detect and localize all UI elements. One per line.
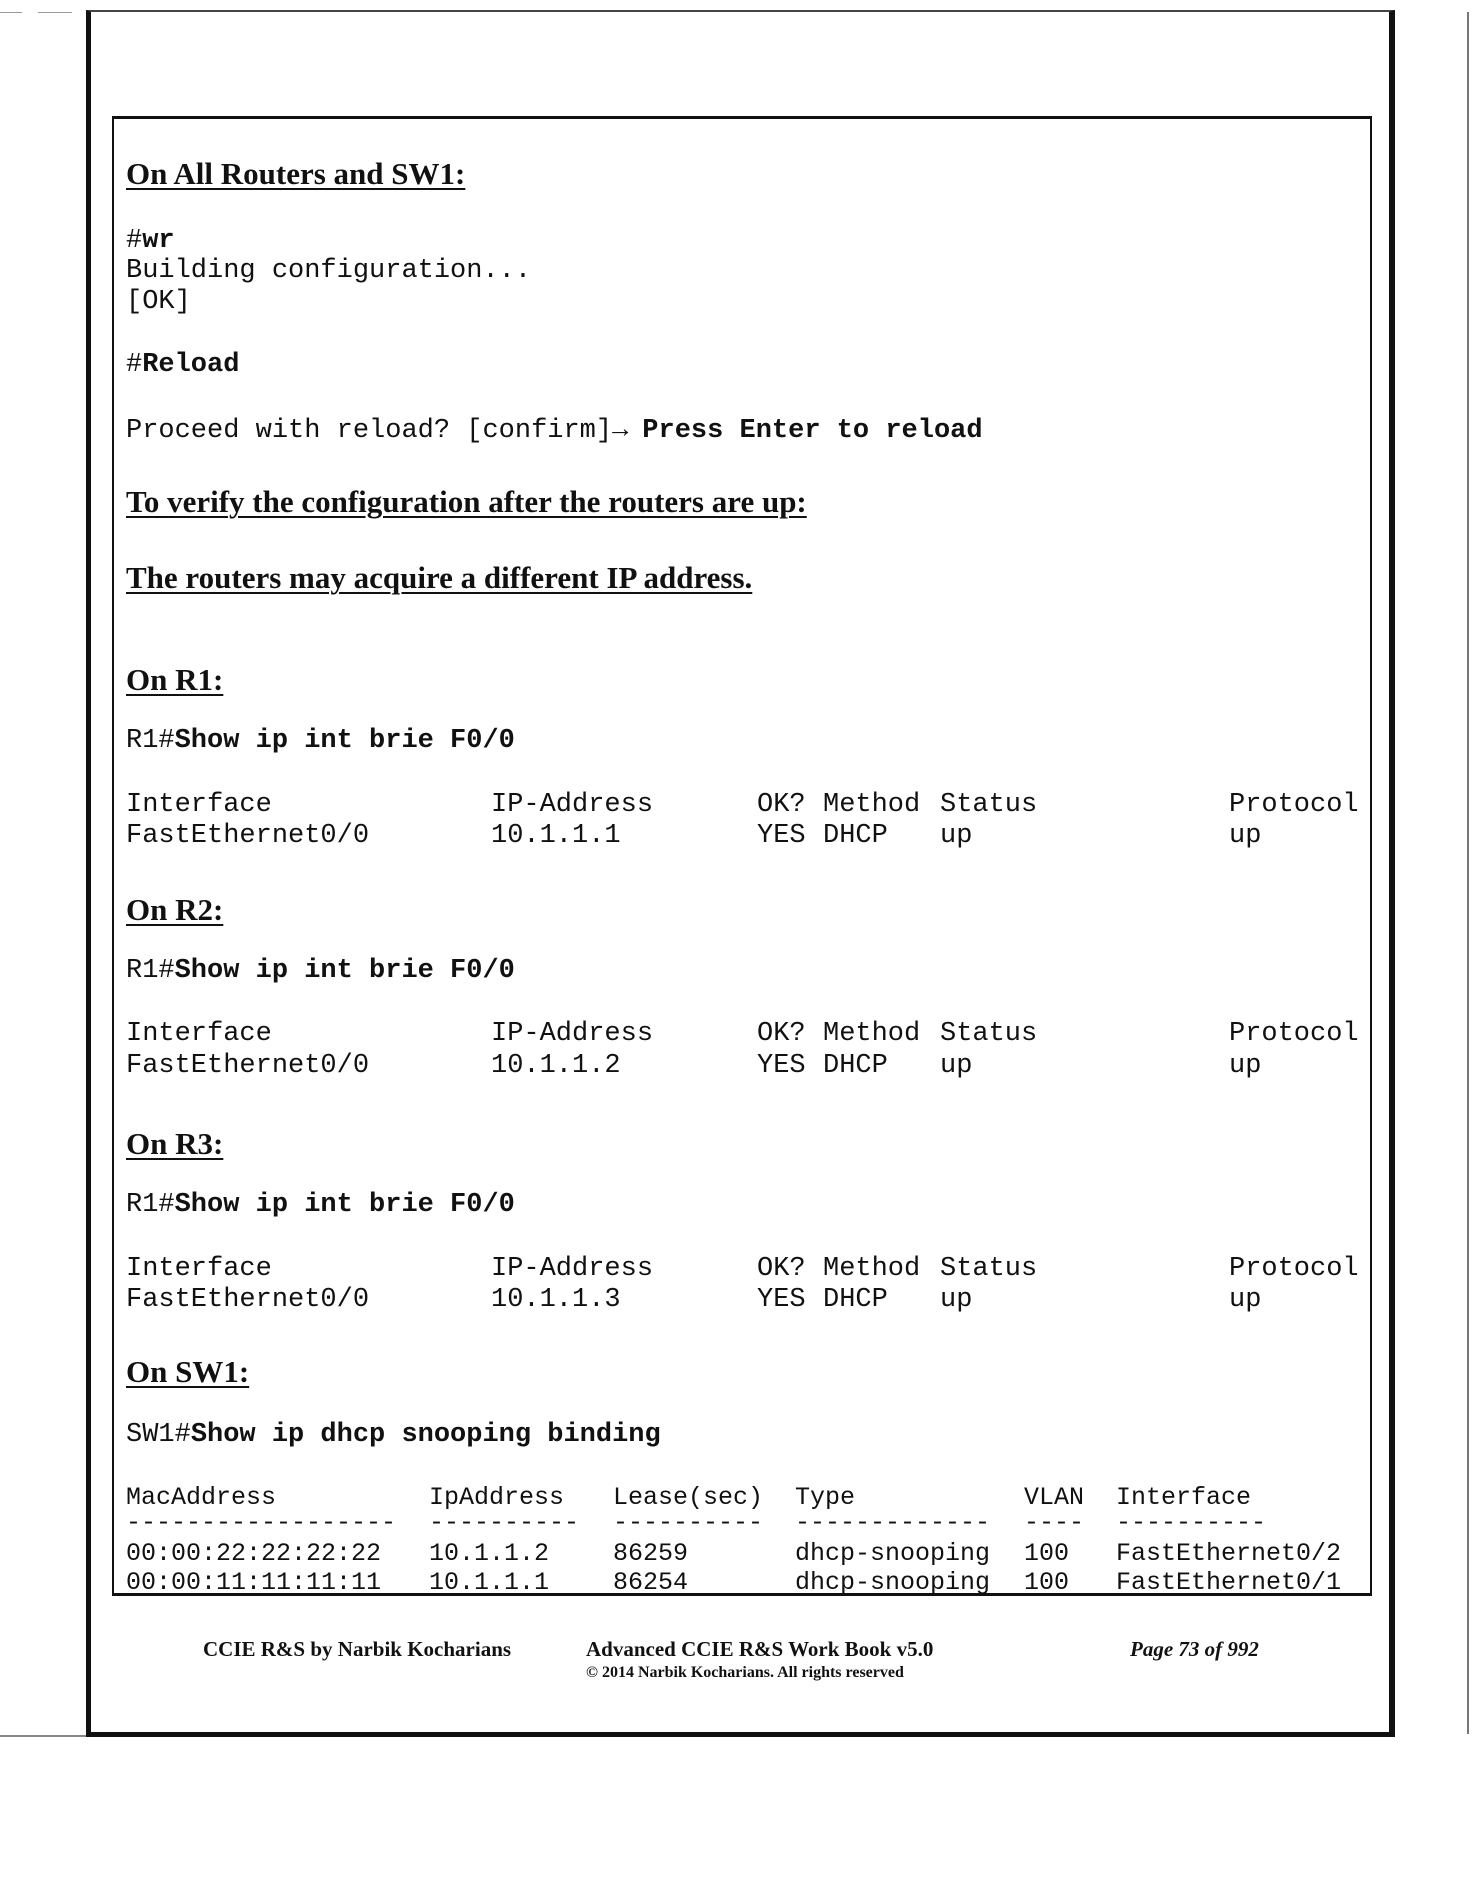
col-header: OK?	[757, 790, 806, 820]
separator: ------------------	[126, 1508, 397, 1537]
col-header: IP-Address	[491, 790, 654, 820]
cell-interface: FastEthernet0/0	[126, 821, 370, 851]
col-header: Status	[940, 1254, 1038, 1284]
cell-interface: FastEthernet0/0	[126, 1051, 370, 1081]
col-header: OK?	[757, 1019, 806, 1049]
instruction: Press Enter to reload	[642, 416, 983, 446]
prompt: SW1#	[126, 1420, 191, 1450]
prompt: R1#	[126, 956, 175, 986]
section-heading-r2: On R2:	[126, 892, 224, 927]
cell-ok: YES	[757, 821, 806, 851]
cell-mac: 00:00:22:22:22:22	[126, 1539, 382, 1568]
note-heading: The routers may acquire a different IP address.	[126, 560, 753, 595]
cell-ok: YES	[757, 1285, 806, 1315]
proceed-line	[126, 416, 983, 446]
command: Show ip dhcp snooping binding	[190, 1420, 661, 1450]
output-line: [OK]	[126, 287, 191, 317]
command: Show ip int brie F0/0	[174, 956, 515, 986]
cell-method: DHCP	[823, 821, 888, 851]
separator: ----	[1024, 1508, 1085, 1537]
cell-vlan: 100	[1024, 1568, 1070, 1597]
prompt: #	[126, 350, 143, 380]
prompt: R1#	[126, 726, 175, 756]
section-heading-all: On All Routers and SW1:	[126, 156, 466, 191]
col-header: Protocol	[1229, 1254, 1359, 1284]
scan-edge-line	[0, 1735, 86, 1737]
scan-edge-line	[38, 12, 72, 13]
cell-lease: 86259	[613, 1539, 689, 1568]
section-heading-r1: On R1:	[126, 662, 224, 697]
cell-protocol: up	[1229, 821, 1262, 851]
col-header: IpAddress	[429, 1483, 565, 1512]
col-header: Method	[823, 790, 921, 820]
col-header: Protocol	[1229, 1019, 1359, 1049]
cell-interface: FastEthernet0/2	[1116, 1539, 1342, 1568]
command-line	[126, 956, 515, 986]
cell-ip: 10.1.1.1	[491, 821, 621, 851]
cell-ok: YES	[757, 1051, 806, 1081]
command: Show ip int brie F0/0	[174, 1190, 515, 1220]
command-line	[126, 726, 515, 756]
section-heading-sw1: On SW1:	[126, 1354, 250, 1389]
scan-edge-line	[0, 12, 22, 13]
footer-copyright: © 2014 Narbik Kocharians. All rights reserved	[586, 1664, 904, 1681]
cell-protocol: up	[1229, 1051, 1262, 1081]
cell-vlan: 100	[1024, 1539, 1070, 1568]
cell-ip: 10.1.1.2	[491, 1051, 621, 1081]
page-number: Page 73 of 992	[1130, 1637, 1259, 1661]
cell-method: DHCP	[823, 1285, 888, 1315]
col-header: Interface	[126, 1254, 272, 1284]
separator: -------------	[795, 1508, 991, 1537]
footer-author: CCIE R&S by Narbik Kocharians	[203, 1637, 512, 1661]
content-box	[112, 116, 1372, 1596]
prompt: #	[126, 226, 143, 256]
page-edge-line	[1467, 12, 1469, 1734]
cell-method: DHCP	[823, 1051, 888, 1081]
col-header: Interface	[126, 1019, 272, 1049]
separator: ----------	[429, 1508, 580, 1537]
command: wr	[142, 226, 175, 256]
cell-ip: 10.1.1.3	[491, 1285, 621, 1315]
output-line: Building configuration...	[126, 256, 532, 286]
cell-mac: 00:00:11:11:11:11	[126, 1568, 382, 1597]
cell-ip: 10.1.1.1	[429, 1568, 550, 1597]
footer-book-title: Advanced CCIE R&S Work Book v5.0	[586, 1637, 934, 1661]
command-line	[126, 1420, 661, 1450]
cell-status: up	[940, 1051, 973, 1081]
command-line-reload	[126, 350, 239, 380]
command: Show ip int brie F0/0	[174, 726, 515, 756]
section-heading-r3: On R3:	[126, 1126, 224, 1161]
arrow-icon: →	[612, 416, 629, 446]
col-header: Method	[823, 1019, 921, 1049]
col-header: MacAddress	[126, 1483, 277, 1512]
col-header: Protocol	[1229, 790, 1359, 820]
separator: ----------	[1116, 1508, 1267, 1537]
cell-lease: 86254	[613, 1568, 689, 1597]
cell-protocol: up	[1229, 1285, 1262, 1315]
separator: ----------	[613, 1508, 764, 1537]
cell-type: dhcp-snooping	[795, 1539, 991, 1568]
cell-interface: FastEthernet0/0	[126, 1285, 370, 1315]
command: Reload	[142, 350, 240, 380]
col-header: Status	[940, 1019, 1038, 1049]
cell-ip: 10.1.1.2	[429, 1539, 550, 1568]
prompt: R1#	[126, 1190, 175, 1220]
col-header: Type	[795, 1483, 856, 1512]
col-header: Lease(sec)	[613, 1483, 764, 1512]
cell-interface: FastEthernet0/1	[1116, 1568, 1342, 1597]
col-header: Method	[823, 1254, 921, 1284]
command-line	[126, 1190, 515, 1220]
command-line-wr	[126, 226, 175, 256]
col-header: IP-Address	[491, 1019, 654, 1049]
cell-status: up	[940, 821, 973, 851]
col-header: VLAN	[1024, 1483, 1085, 1512]
output-text: Proceed with reload? [confirm]	[126, 416, 613, 446]
col-header: Interface	[126, 790, 272, 820]
verify-heading: To verify the configuration after the routers are up:	[126, 484, 807, 519]
col-header: IP-Address	[491, 1254, 654, 1284]
col-header: Interface	[1116, 1483, 1252, 1512]
cell-type: dhcp-snooping	[795, 1568, 991, 1597]
cell-status: up	[940, 1285, 973, 1315]
col-header: OK?	[757, 1254, 806, 1284]
col-header: Status	[940, 790, 1038, 820]
